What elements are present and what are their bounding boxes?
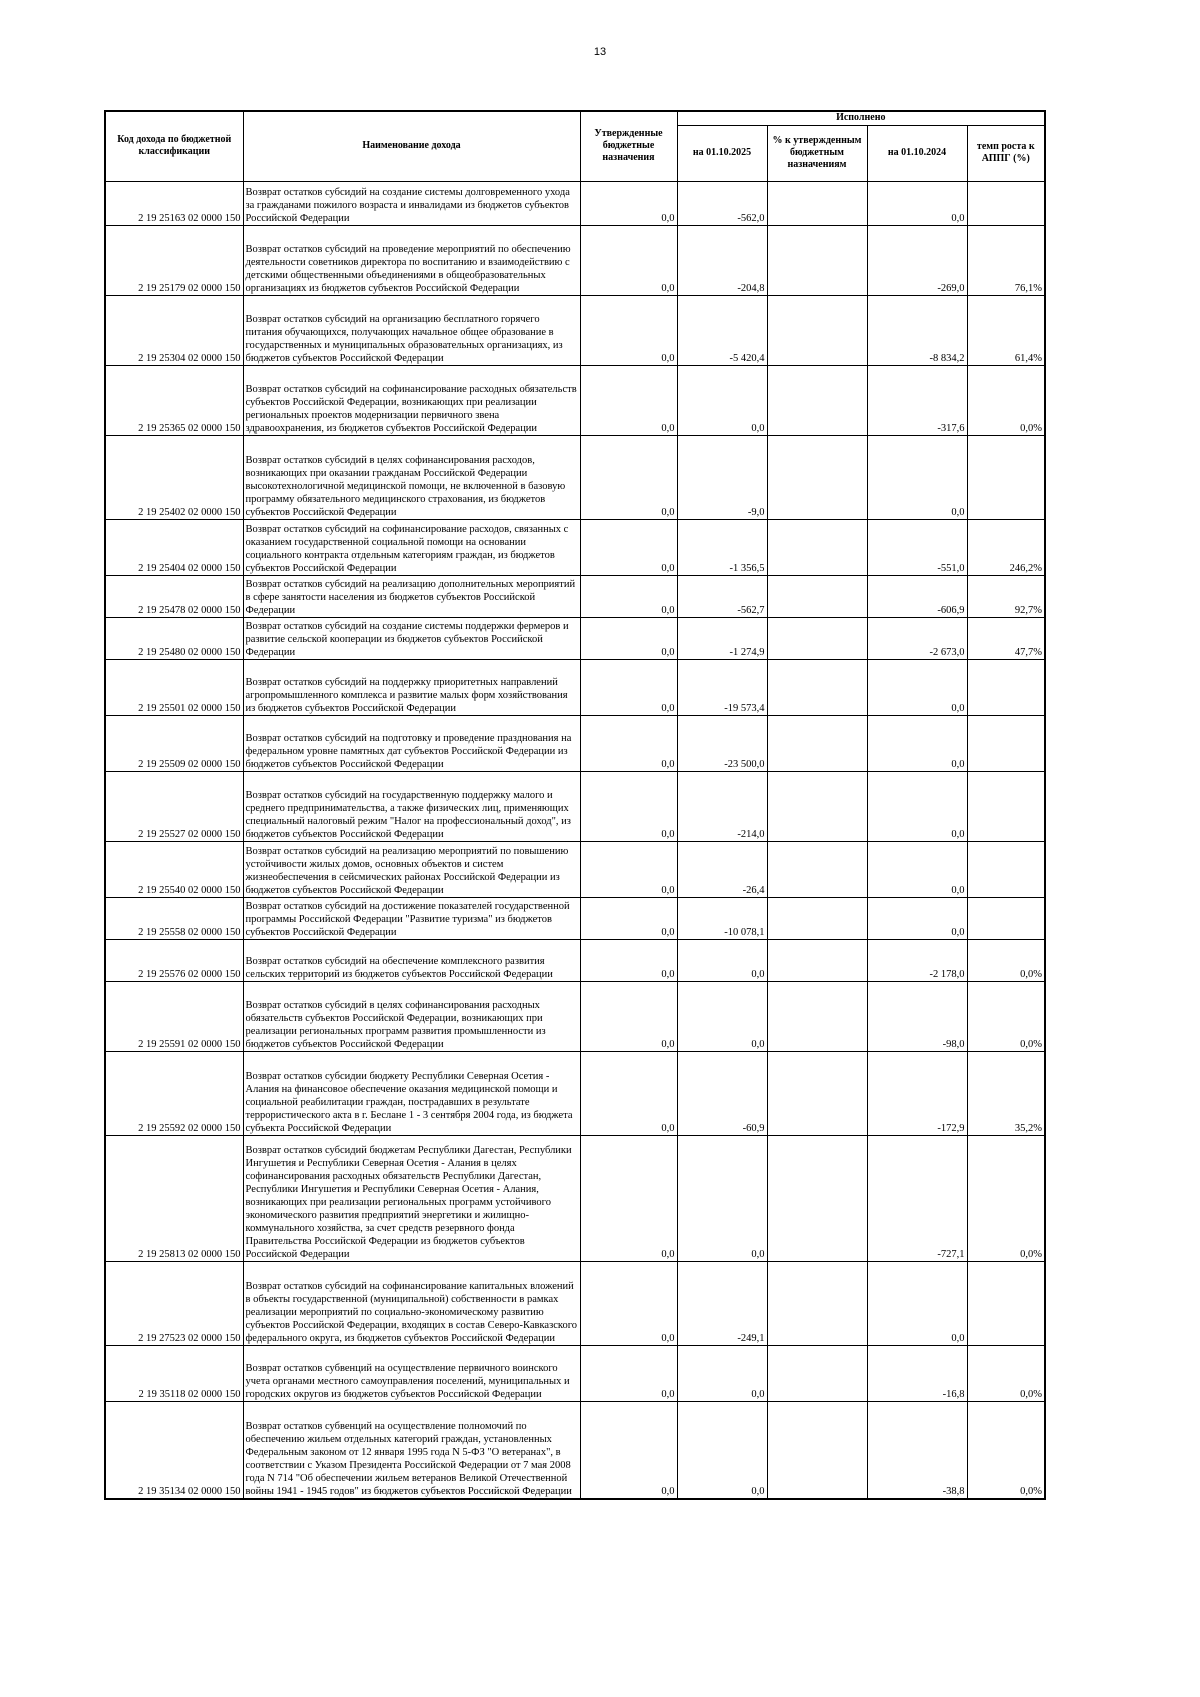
cell-approved: 0,0 bbox=[580, 519, 677, 575]
table-row bbox=[105, 981, 1045, 1051]
cell-growth: 246,2% bbox=[967, 519, 1045, 575]
cell-on-2024: -8 834,2 bbox=[867, 295, 967, 365]
cell-growth: 0,0% bbox=[967, 1135, 1045, 1261]
cell-on-2025: -5 420,4 bbox=[677, 295, 767, 365]
cell-approved: 0,0 bbox=[580, 1401, 677, 1499]
cell-on-2025: -214,0 bbox=[677, 771, 767, 841]
cell-approved: 0,0 bbox=[580, 365, 677, 435]
cell-on-2024: 0,0 bbox=[867, 841, 967, 897]
cell-approved: 0,0 bbox=[580, 295, 677, 365]
header-approved: Утвержденные бюджетные назначения bbox=[580, 111, 677, 181]
cell-name: Возврат остатков субсидий на проведение мероприятий по обеспечению деятельности советников директора по воспитанию и взаимодействию с детскими общественными объединениями в общеобразовательных организациях из бюджетов субъектов Российской Федерации bbox=[243, 225, 580, 295]
cell-growth bbox=[967, 181, 1045, 225]
cell-name: Возврат остатков субсидий на софинансирование капитальных вложений в объекты государственной (муниципальной) собственности в рамках реализации мероприятий по социально-экономическому развитию субъектов Российской Федерации, входящих в состав Северо-Кавказского федерального округа, из бюджетов субъектов Российской Федерации bbox=[243, 1261, 580, 1345]
table-row bbox=[105, 225, 1045, 295]
cell-percent bbox=[767, 519, 867, 575]
cell-name: Возврат остатков субвенций на осуществление первичного воинского учета органами местного самоуправления поселений, муниципальных и городских округов из бюджетов субъектов Российской Федерации bbox=[243, 1345, 580, 1401]
cell-on-2024: 0,0 bbox=[867, 1261, 967, 1345]
cell-name: Возврат остатков субсидий на подготовку и проведение празднования на федеральном уровне памятных дат субъектов Российской Федерации из бюджетов субъектов Российской Федерации bbox=[243, 715, 580, 771]
header-on-2025: на 01.10.2025 bbox=[677, 125, 767, 181]
cell-on-2025: 0,0 bbox=[677, 365, 767, 435]
table-row bbox=[105, 939, 1045, 981]
cell-on-2025: 0,0 bbox=[677, 981, 767, 1051]
cell-code: 2 19 25304 02 0000 150 bbox=[105, 295, 243, 365]
cell-on-2024: 0,0 bbox=[867, 897, 967, 939]
cell-on-2024: -606,9 bbox=[867, 575, 967, 617]
cell-name: Возврат остатков субсидий на софинансирование расходных обязательств субъектов Российской Федерации, возникающих при реализации региональных проектов модернизации первичного звена здравоохранения, из бюджетов субъектов Российской Федерации bbox=[243, 365, 580, 435]
cell-code: 2 19 25163 02 0000 150 bbox=[105, 181, 243, 225]
cell-approved: 0,0 bbox=[580, 1345, 677, 1401]
cell-on-2024: -269,0 bbox=[867, 225, 967, 295]
cell-percent bbox=[767, 659, 867, 715]
table-row bbox=[105, 295, 1045, 365]
cell-approved: 0,0 bbox=[580, 659, 677, 715]
cell-code: 2 19 25558 02 0000 150 bbox=[105, 897, 243, 939]
cell-approved: 0,0 bbox=[580, 617, 677, 659]
cell-code: 2 19 25402 02 0000 150 bbox=[105, 435, 243, 519]
cell-growth: 92,7% bbox=[967, 575, 1045, 617]
cell-percent bbox=[767, 841, 867, 897]
cell-approved: 0,0 bbox=[580, 1261, 677, 1345]
header-code: Код дохода по бюджетной классификации bbox=[105, 111, 243, 181]
cell-name: Возврат остатков субсидий бюджетам Республики Дагестан, Республики Ингушетия и Республики Северная Осетия - Алания в целях софинансирования расходных обязательств Республики Дагестан, Республики Ингушетия и Республики Северная Осетия - Алания, возникающих при реализации региональных программ устойчивого экономического развития предприятий энергетики и жилищно-коммунального хозяйства, за счет средств резервного фонда Правительства Российской Федерации из бюджетов субъектов Российской Федерации bbox=[243, 1135, 580, 1261]
table-row bbox=[105, 1345, 1045, 1401]
cell-growth: 47,7% bbox=[967, 617, 1045, 659]
cell-percent bbox=[767, 295, 867, 365]
cell-on-2025: -562,0 bbox=[677, 181, 767, 225]
cell-growth bbox=[967, 841, 1045, 897]
cell-name: Возврат остатков субсидий на реализацию мероприятий по повышению устойчивости жилых домов, основных объектов и систем жизнеобеспечения в сейсмических районах Российской Федерации из бюджетов субъектов Российской Федерации bbox=[243, 841, 580, 897]
cell-growth: 0,0% bbox=[967, 1345, 1045, 1401]
cell-code: 2 19 25501 02 0000 150 bbox=[105, 659, 243, 715]
cell-growth: 0,0% bbox=[967, 1401, 1045, 1499]
table-row bbox=[105, 365, 1045, 435]
cell-on-2024: -2 673,0 bbox=[867, 617, 967, 659]
cell-code: 2 19 35134 02 0000 150 bbox=[105, 1401, 243, 1499]
cell-code: 2 19 25404 02 0000 150 bbox=[105, 519, 243, 575]
cell-percent bbox=[767, 981, 867, 1051]
table-row bbox=[105, 1401, 1045, 1499]
cell-growth: 0,0% bbox=[967, 939, 1045, 981]
table-row bbox=[105, 715, 1045, 771]
cell-name: Возврат остатков субсидий на поддержку приоритетных направлений агропромышленного комплекса и развитие малых форм хозяйствования из бюджетов субъектов Российской Федерации bbox=[243, 659, 580, 715]
header-executed: Исполнено bbox=[677, 111, 1045, 125]
cell-approved: 0,0 bbox=[580, 897, 677, 939]
cell-on-2024: -98,0 bbox=[867, 981, 967, 1051]
cell-code: 2 19 35118 02 0000 150 bbox=[105, 1345, 243, 1401]
cell-on-2024: -172,9 bbox=[867, 1051, 967, 1135]
header-growth: темп роста к АППГ (%) bbox=[967, 125, 1045, 181]
cell-growth bbox=[967, 1261, 1045, 1345]
cell-code: 2 19 27523 02 0000 150 bbox=[105, 1261, 243, 1345]
cell-percent bbox=[767, 617, 867, 659]
cell-on-2025: -23 500,0 bbox=[677, 715, 767, 771]
table-row bbox=[105, 841, 1045, 897]
cell-percent bbox=[767, 1401, 867, 1499]
cell-name: Возврат остатков субсидии бюджету Республики Северная Осетия - Алания на финансовое обеспечение оказания медицинской помощи и социальной реабилитации граждан, пострадавших в результате террористического акта в г. Беслане 1 - 3 сентября 2004 года, из бюджета субъекта Российской Федерации bbox=[243, 1051, 580, 1135]
cell-growth: 61,4% bbox=[967, 295, 1045, 365]
cell-percent bbox=[767, 1345, 867, 1401]
cell-on-2024: 0,0 bbox=[867, 715, 967, 771]
cell-approved: 0,0 bbox=[580, 981, 677, 1051]
cell-code: 2 19 25509 02 0000 150 bbox=[105, 715, 243, 771]
cell-code: 2 19 25480 02 0000 150 bbox=[105, 617, 243, 659]
table-row bbox=[105, 617, 1045, 659]
cell-on-2025: -204,8 bbox=[677, 225, 767, 295]
cell-code: 2 19 25592 02 0000 150 bbox=[105, 1051, 243, 1135]
cell-name: Возврат остатков субсидий на организацию бесплатного горячего питания обучающихся, получающих начальное общее образование в государственных и муниципальных образовательных организациях, из бюджетов субъектов Российской Федерации bbox=[243, 295, 580, 365]
cell-approved: 0,0 bbox=[580, 771, 677, 841]
cell-percent bbox=[767, 771, 867, 841]
table-row bbox=[105, 181, 1045, 225]
cell-name: Возврат остатков субсидий на достижение показателей государственной программы Российской Федерации "Развитие туризма" из бюджетов субъектов Российской Федерации bbox=[243, 897, 580, 939]
cell-on-2024: -727,1 bbox=[867, 1135, 967, 1261]
cell-on-2025: 0,0 bbox=[677, 939, 767, 981]
cell-on-2024: -551,0 bbox=[867, 519, 967, 575]
table-body bbox=[105, 181, 1045, 1499]
cell-approved: 0,0 bbox=[580, 435, 677, 519]
cell-on-2024: 0,0 bbox=[867, 771, 967, 841]
cell-growth: 0,0% bbox=[967, 981, 1045, 1051]
cell-approved: 0,0 bbox=[580, 841, 677, 897]
cell-percent bbox=[767, 1261, 867, 1345]
cell-growth bbox=[967, 771, 1045, 841]
cell-name: Возврат остатков субсидий на государственную поддержку малого и среднего предпринимательства, а также физических лиц, применяющих специальный налоговый режим "Налог на профессиональный доход", из бюджетов субъектов Российской Федерации bbox=[243, 771, 580, 841]
cell-percent bbox=[767, 365, 867, 435]
cell-on-2024: -16,8 bbox=[867, 1345, 967, 1401]
cell-code: 2 19 25365 02 0000 150 bbox=[105, 365, 243, 435]
cell-on-2025: -9,0 bbox=[677, 435, 767, 519]
cell-approved: 0,0 bbox=[580, 225, 677, 295]
page-number: 13 bbox=[593, 46, 607, 58]
cell-approved: 0,0 bbox=[580, 1135, 677, 1261]
cell-name: Возврат остатков субсидий на софинансирование расходов, связанных с оказанием государственной социальной помощи на основании социального контракта отдельным категориям граждан, из бюджетов субъектов Российской Федерации bbox=[243, 519, 580, 575]
header-on-2024: на 01.10.2024 bbox=[867, 125, 967, 181]
table-header bbox=[105, 111, 1045, 181]
cell-percent bbox=[767, 1135, 867, 1261]
cell-code: 2 19 25540 02 0000 150 bbox=[105, 841, 243, 897]
cell-code: 2 19 25478 02 0000 150 bbox=[105, 575, 243, 617]
table-row bbox=[105, 659, 1045, 715]
cell-percent bbox=[767, 939, 867, 981]
cell-growth: 0,0% bbox=[967, 365, 1045, 435]
cell-approved: 0,0 bbox=[580, 575, 677, 617]
table-row bbox=[105, 435, 1045, 519]
cell-code: 2 19 25591 02 0000 150 bbox=[105, 981, 243, 1051]
cell-percent bbox=[767, 435, 867, 519]
cell-on-2025: -249,1 bbox=[677, 1261, 767, 1345]
cell-on-2024: -38,8 bbox=[867, 1401, 967, 1499]
cell-on-2025: -1 356,5 bbox=[677, 519, 767, 575]
cell-name: Возврат остатков субсидий в целях софинансирования расходных обязательств субъектов Российской Федерации, возникающих при реализации региональных программ развития промышленности из бюджетов субъектов Российской Федерации bbox=[243, 981, 580, 1051]
cell-on-2024: -2 178,0 bbox=[867, 939, 967, 981]
cell-approved: 0,0 bbox=[580, 1051, 677, 1135]
table-row bbox=[105, 575, 1045, 617]
revenue-table bbox=[104, 110, 1046, 1500]
table-row bbox=[105, 519, 1045, 575]
cell-approved: 0,0 bbox=[580, 939, 677, 981]
cell-name: Возврат остатков субсидий на создание системы поддержки фермеров и развитие сельской кооперации из бюджетов субъектов Российской Федерации bbox=[243, 617, 580, 659]
cell-growth bbox=[967, 715, 1045, 771]
cell-on-2024: 0,0 bbox=[867, 659, 967, 715]
cell-on-2025: 0,0 bbox=[677, 1401, 767, 1499]
cell-name: Возврат остатков субсидий на реализацию дополнительных мероприятий в сфере занятости населения из бюджетов субъектов Российской Федерации bbox=[243, 575, 580, 617]
table-row bbox=[105, 897, 1045, 939]
cell-percent bbox=[767, 225, 867, 295]
cell-on-2025: -562,7 bbox=[677, 575, 767, 617]
cell-approved: 0,0 bbox=[580, 715, 677, 771]
cell-code: 2 19 25179 02 0000 150 bbox=[105, 225, 243, 295]
cell-on-2025: 0,0 bbox=[677, 1345, 767, 1401]
cell-code: 2 19 25576 02 0000 150 bbox=[105, 939, 243, 981]
cell-growth: 35,2% bbox=[967, 1051, 1045, 1135]
cell-on-2024: 0,0 bbox=[867, 435, 967, 519]
header-name: Наименование дохода bbox=[243, 111, 580, 181]
table-row bbox=[105, 1261, 1045, 1345]
cell-percent bbox=[767, 715, 867, 771]
cell-percent bbox=[767, 181, 867, 225]
cell-name: Возврат остатков субсидий в целях софинансирования расходов, возникающих при оказании гражданам Российской Федерации высокотехнологичной медицинской помощи, не включенной в базовую программу обязательного медицинского страхования, из бюджетов субъектов Российской Федерации bbox=[243, 435, 580, 519]
cell-name: Возврат остатков субвенций на осуществление полномочий по обеспечению жильем отдельных категорий граждан, установленных Федеральным законом от 12 января 1995 года N 5-ФЗ "О ветеранах", в соответствии с Указом Президента Российской Федерации от 7 мая 2008 года N 714 "Об обеспечении жильем ветеранов Великой Отечественной войны 1941 - 1945 годов" из бюджетов субъектов Российской Федерации bbox=[243, 1401, 580, 1499]
cell-growth bbox=[967, 659, 1045, 715]
cell-code: 2 19 25527 02 0000 150 bbox=[105, 771, 243, 841]
cell-on-2024: -317,6 bbox=[867, 365, 967, 435]
cell-growth bbox=[967, 897, 1045, 939]
cell-percent bbox=[767, 1051, 867, 1135]
cell-percent bbox=[767, 575, 867, 617]
cell-on-2025: -1 274,9 bbox=[677, 617, 767, 659]
cell-approved: 0,0 bbox=[580, 181, 677, 225]
cell-on-2025: 0,0 bbox=[677, 1135, 767, 1261]
cell-on-2025: -19 573,4 bbox=[677, 659, 767, 715]
cell-on-2025: -10 078,1 bbox=[677, 897, 767, 939]
cell-growth: 76,1% bbox=[967, 225, 1045, 295]
cell-on-2025: -60,9 bbox=[677, 1051, 767, 1135]
table-row bbox=[105, 1135, 1045, 1261]
header-percent: % к утвержденным бюджетным назначениям bbox=[767, 125, 867, 181]
cell-code: 2 19 25813 02 0000 150 bbox=[105, 1135, 243, 1261]
table-row bbox=[105, 1051, 1045, 1135]
cell-name: Возврат остатков субсидий на обеспечение комплексного развития сельских территорий из бюджетов субъектов Российской Федерации bbox=[243, 939, 580, 981]
cell-growth bbox=[967, 435, 1045, 519]
cell-name: Возврат остатков субсидий на создание системы долговременного ухода за гражданами пожилого возраста и инвалидами из бюджетов субъектов Российской Федерации bbox=[243, 181, 580, 225]
cell-on-2024: 0,0 bbox=[867, 181, 967, 225]
cell-percent bbox=[767, 897, 867, 939]
cell-on-2025: -26,4 bbox=[677, 841, 767, 897]
table-row bbox=[105, 771, 1045, 841]
